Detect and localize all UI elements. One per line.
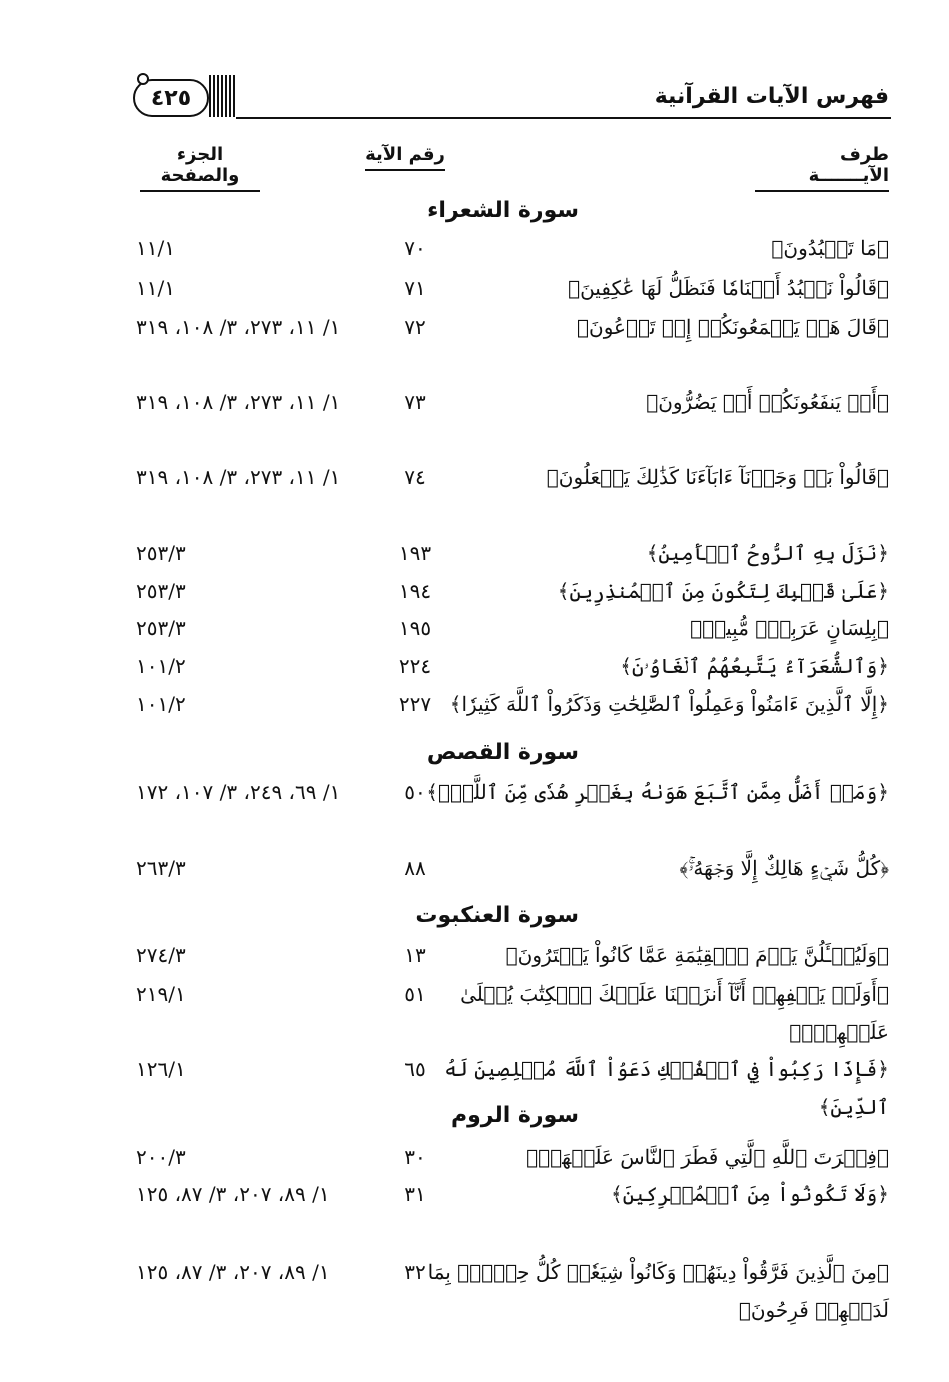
page-number-badge — [133, 73, 233, 119]
ornament-bars — [209, 75, 235, 117]
reference: ٢٧٤/٣ — [136, 943, 186, 967]
verse-number: ١٣ — [404, 943, 426, 967]
verse-number: ٢٢٧ — [398, 692, 432, 716]
reference: ٢١٩/١ — [136, 982, 186, 1006]
column-header-verse: طرف الآيـــــــة — [755, 144, 889, 192]
verse-text: ﴿كُلُّ شَيۡءٍ هَالِكٌ إِلَّا وَجۡهَهُۥۚ﴾ — [679, 856, 889, 880]
surah-heading: سورة الروم — [450, 1103, 579, 1128]
verse-text: ﴿وَمَنۡ أَضَلُّ مِمَّنِ ٱتَّبَعَ هَوَىٰهُ بِغَيۡرِ هُدٗى مِّنَ ٱللَّهِۚ﴾ — [426, 780, 889, 804]
reference: ٢٦٣/٣ — [136, 856, 186, 880]
reference: ٢٠٠/٣ — [136, 1145, 186, 1169]
column-header-verse-number: رقم الآية — [365, 144, 445, 171]
verse-number: ٥٠ — [404, 780, 426, 804]
verse-number: ٣٢ — [404, 1260, 426, 1284]
verse-text: ﴿أَوَلَمۡ يَكۡفِهِمۡ أَنَّآ أَنزَلۡنَا عَلَيۡكَ ٱلۡكِتَٰبَ يُتۡلَىٰ عَلَيۡهِمۡۚ﴾ — [460, 982, 889, 1044]
verse-number: ٧١ — [404, 276, 426, 300]
reference: ١٠١/٢ — [136, 654, 186, 678]
verse-number: ٧٢ — [404, 315, 426, 339]
ornament-ring — [137, 73, 149, 85]
verse-text: ﴿مِنَ ٱلَّذِينَ فَرَّقُواْ دِينَهُمۡ وَكَانُواْ شِيَعٗاۖ كُلُّ حِزۡبِۭ بِمَا لَدَيۡهِمۡ فَرِحُونَ﴾ — [427, 1260, 889, 1322]
reference: ٢٥٣/٣ — [136, 616, 186, 640]
verse-text: ﴿فَإِذَا رَكِبُواْ فِي ٱلۡفُلۡكِ دَعَوُاْ ٱللَّهَ مُخۡلِصِينَ لَهُ ٱلدِّينَ﴾ — [444, 1057, 889, 1119]
verse-number: ٨٨ — [404, 856, 426, 880]
verse-number: ١٩٥ — [398, 616, 432, 640]
reference: ١١/١ — [136, 276, 175, 300]
verse-number: ٧٠ — [404, 236, 426, 260]
running-header-title: فهرس الآيات القرآنية — [654, 84, 889, 109]
surah-heading: سورة القصص — [426, 740, 579, 765]
surah-heading: سورة العنكبوت — [415, 903, 579, 928]
reference: ١/ ١١، ٢٧٣، ٣/ ١٠٨، ٣١٩ — [136, 315, 341, 339]
reference: ١/ ٨٩، ٢٠٧، ٣/ ٨٧، ١٢٥ — [136, 1182, 330, 1206]
verse-number: ٧٤ — [404, 465, 426, 489]
verse-text: ﴿وَلَيُسۡـَٔلُنَّ يَوۡمَ ٱلۡقِيَٰمَةِ عَمَّا كَانُواْ يَفۡتَرُونَ﴾ — [505, 943, 889, 967]
column-header-reference: الجزء والصفحة — [140, 144, 260, 192]
verse-text: ﴿نَزَلَ بِهِ ٱلرُّوحُ ٱلۡأَمِينُ﴾ — [646, 541, 889, 565]
verse-text: ﴿قَالُواْ نَعۡبُدُ أَصۡنَامٗا فَنَظَلُّ لَهَا عَٰكِفِينَ﴾ — [568, 276, 889, 300]
reference: ١/ ٨٩، ٢٠٧، ٣/ ٨٧، ١٢٥ — [136, 1260, 330, 1284]
verse-number: ٧٣ — [404, 390, 426, 414]
reference: ٢٥٣/٣ — [136, 579, 186, 603]
verse-text: ﴿فِطۡرَتَ ٱللَّهِ ٱلَّتِي فَطَرَ ٱلنَّاسَ عَلَيۡهَاۚ﴾ — [526, 1145, 889, 1169]
verse-number: ١٩٤ — [398, 579, 432, 603]
reference: ٢٥٣/٣ — [136, 541, 186, 565]
verse-text: ﴿إِلَّا ٱلَّذِينَ ءَامَنُواْ وَعَمِلُواْ ٱلصَّٰلِحَٰتِ وَذَكَرُواْ ٱللَّهَ كَثِيرٗا﴾ — [449, 692, 889, 716]
reference: ١/ ١١، ٢٧٣، ٣/ ١٠٨، ٣١٩ — [136, 390, 341, 414]
verse-text: ﴿قَالُواْ بَلۡ وَجَدۡنَآ ءَابَآءَنَا كَذَٰلِكَ يَفۡعَلُونَ﴾ — [546, 465, 889, 489]
verse-number: ٥١ — [404, 982, 426, 1006]
verse-text: ﴿بِلِسَانٍ عَرَبِيّٖ مُّبِينٖ﴾ — [690, 616, 889, 640]
verse-number: ٣١ — [404, 1182, 426, 1206]
verse-number: ١٩٣ — [398, 541, 432, 565]
verse-text: ﴿وَٱلشُّعَرَآءُ يَتَّبِعُهُمُ ٱلۡغَاوُۥنَ﴾ — [620, 654, 889, 678]
verse-text: ﴿قَالَ هَلۡ يَسۡمَعُونَكُمۡ إِذۡ تَدۡعُونَ﴾ — [577, 315, 889, 339]
verse-text: ﴿وَلَا تَكُونُواْ مِنَ ٱلۡمُشۡرِكِينَ﴾ — [610, 1182, 889, 1206]
verse-number: ٢٢٤ — [398, 654, 432, 678]
verse-number: ٣٠ — [404, 1145, 426, 1169]
page-number: ٤٢٥ — [133, 79, 209, 117]
surah-heading: سورة الشعراء — [427, 198, 579, 223]
verse-text: ﴿أَوۡ يَنفَعُونَكُمۡ أَوۡ يَضُرُّونَ﴾ — [646, 390, 889, 414]
verse-text: ﴿عَلَىٰ قَلۡبِكَ لِتَكُونَ مِنَ ٱلۡمُنذِرِينَ﴾ — [557, 579, 889, 603]
reference: ١٠١/٢ — [136, 692, 186, 716]
reference: ١/ ٦٩، ٢٤٩، ٣/ ١٠٧، ١٧٢ — [136, 780, 341, 804]
header-rule — [236, 117, 891, 119]
verse-number: ٦٥ — [404, 1057, 426, 1081]
reference: ١١/١ — [136, 236, 175, 260]
verse-text: ﴿مَا تَعۡبُدُونَ﴾ — [771, 236, 889, 260]
reference: ١/ ١١، ٢٧٣، ٣/ ١٠٨، ٣١٩ — [136, 465, 341, 489]
reference: ١٢٦/١ — [136, 1057, 186, 1081]
